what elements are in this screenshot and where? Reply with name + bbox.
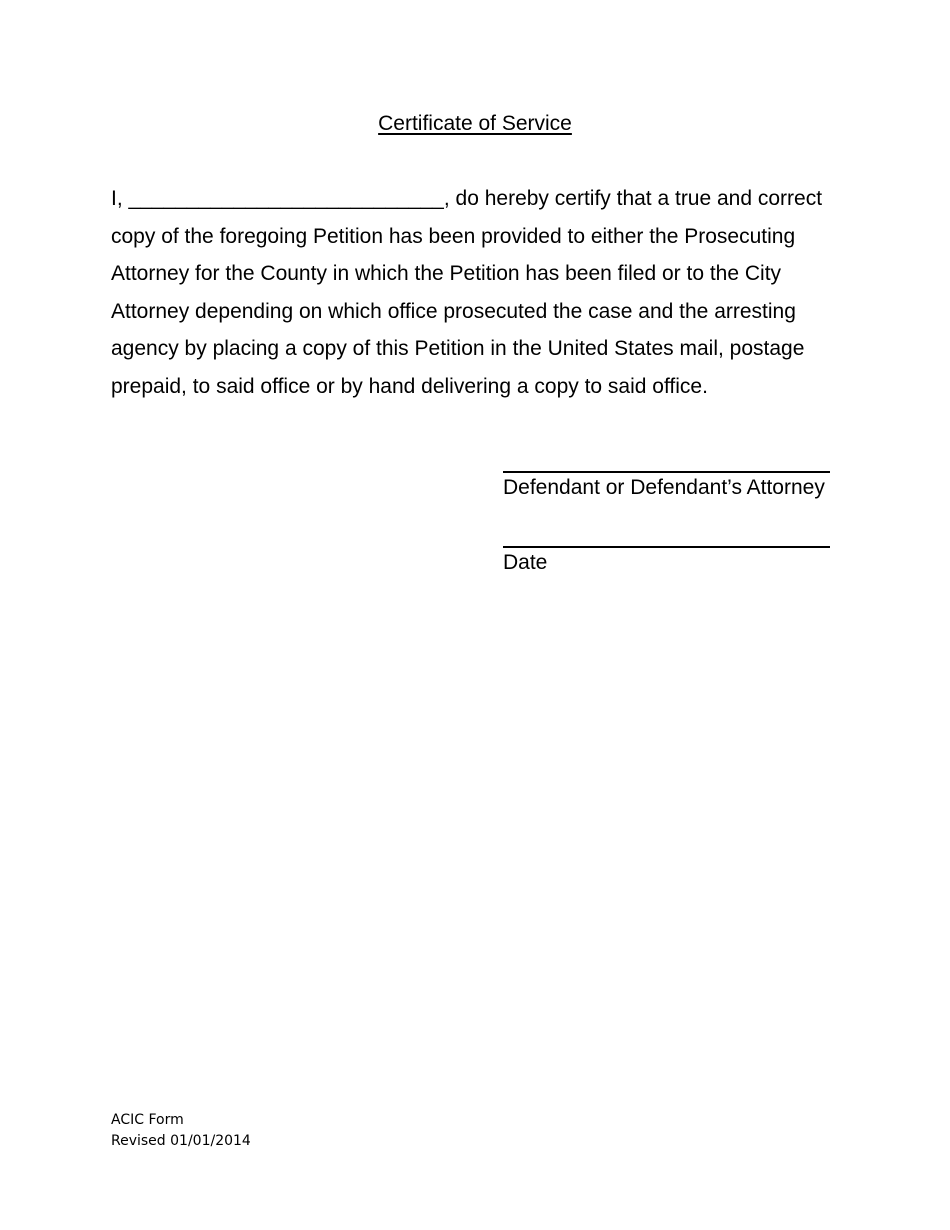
page-title: Certificate of Service bbox=[378, 112, 572, 135]
paragraph-body: , do hereby certify that a true and correct copy of the foregoing Petition has been provided to either the Prosecuting Attorney for the County in which the Petition has been filed or to the City Attorney depending on which office prosecuted the case and the arresting agency by placing a copy of this Petition in the United States mail, postage prepaid, to said office or by hand delivering a copy to said office. bbox=[111, 187, 823, 398]
defendant-signature-line bbox=[503, 471, 830, 473]
defendant-signature-block bbox=[503, 471, 843, 501]
certification-paragraph bbox=[111, 180, 846, 405]
date-signature-line bbox=[503, 546, 830, 548]
date-label: Date bbox=[503, 551, 548, 574]
form-footer bbox=[111, 1110, 251, 1152]
paragraph-lead: I, bbox=[111, 187, 129, 210]
date-signature-block bbox=[503, 546, 843, 576]
defendant-signature-label: Defendant or Defendant’s Attorney bbox=[503, 476, 825, 499]
name-blank-line: ___________________________ bbox=[128, 187, 444, 210]
footer-revised-date: Revised 01/01/2014 bbox=[111, 1133, 251, 1149]
footer-form-name: ACIC Form bbox=[111, 1112, 184, 1128]
